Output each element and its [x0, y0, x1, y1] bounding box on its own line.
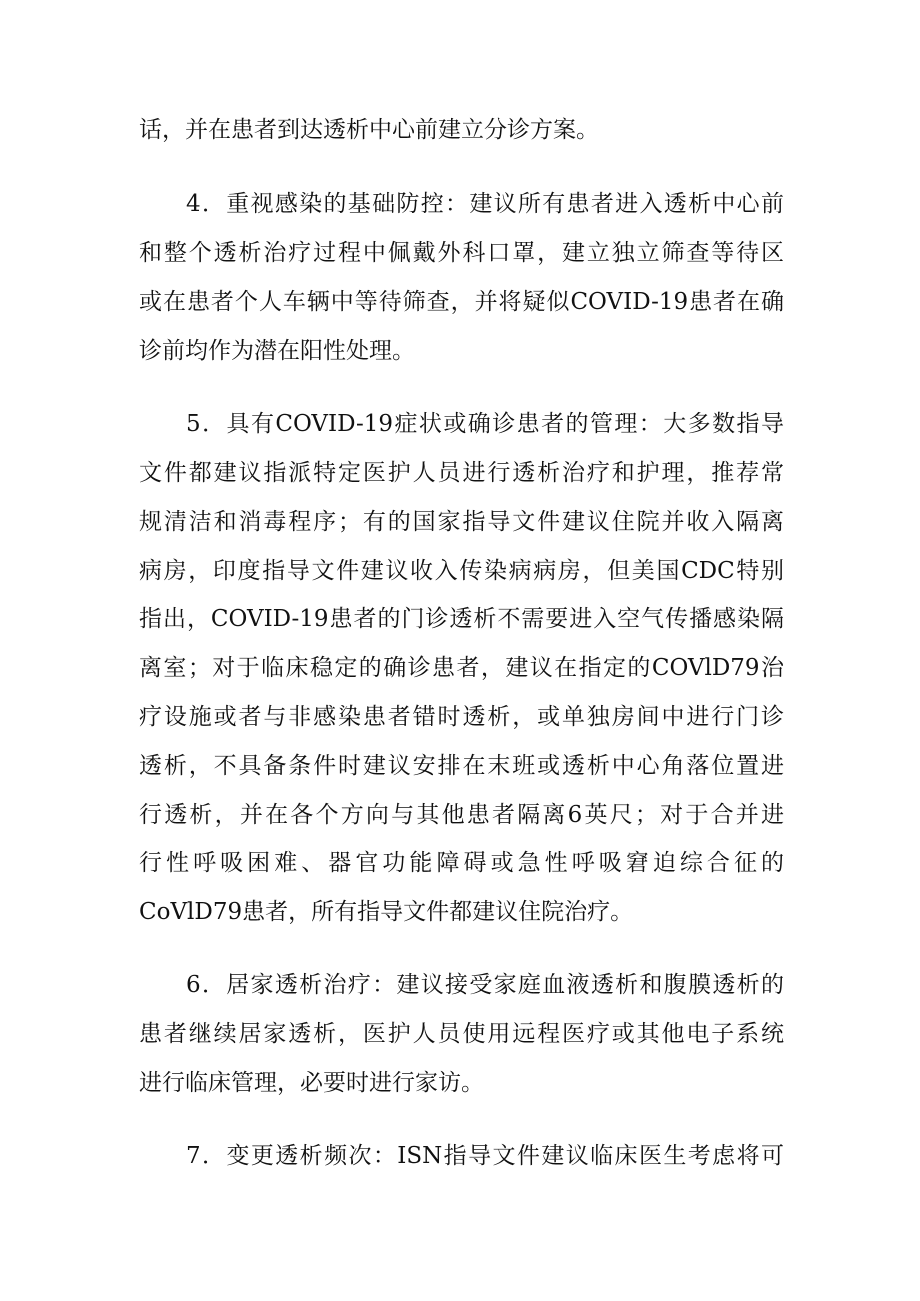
paragraph-5-line-3: 规清洁和消毒程序；有的国家指导文件建议住院并收入隔离 — [139, 509, 784, 535]
paragraph-5-line-4: 病房，印度指导文件建议收入传染病病房，但美国CDC特别 — [139, 558, 784, 584]
paragraph-5-line-1: 5．具有COVID-19症状或确诊患者的管理：大多数指导 — [186, 411, 784, 437]
paragraph-4-line-2: 和整个透析治疗过程中佩戴外科口罩，建立独立筛查等待区 — [139, 240, 784, 266]
paragraph-5-line-5: 指出，COVID-19患者的门诊透析不需要进入空气传播感染隔 — [139, 606, 784, 632]
paragraph-5-line-2: 文件都建议指派特定医护人员进行透析治疗和护理，推荐常 — [139, 460, 784, 486]
paragraph-5-line-11: CoVlD79患者，所有指导文件都建议住院治疗。 — [139, 899, 634, 925]
paragraph-6-line-3: 进行临床管理，必要时进行家访。 — [139, 1070, 484, 1096]
paragraph-5-line-7: 疗设施或者与非感染患者错时透析，或单独房间中进行门诊 — [139, 704, 784, 730]
paragraph-4-line-4: 诊前均作为潜在阳性处理。 — [139, 338, 415, 364]
paragraph-3-line-1: 话，并在患者到达透析中心前建立分诊方案。 — [139, 117, 599, 143]
paragraph-5-line-8: 透析，不具备条件时建议安排在末班或透析中心角落位置进 — [139, 753, 784, 779]
paragraph-5-line-9: 行透析，并在各个方向与其他患者隔离6英尺；对于合并进 — [139, 802, 784, 828]
paragraph-4-line-1: 4．重视感染的基础防控：建议所有患者进入透析中心前 — [186, 191, 784, 217]
paragraph-5-line-10: 行性呼吸困难、器官功能障碍或急性呼吸窘迫综合征的 — [139, 850, 784, 876]
paragraph-6-line-1: 6．居家透析治疗：建议接受家庭血液透析和腹膜透析的 — [186, 972, 784, 998]
paragraph-4-line-3: 或在患者个人车辆中等待筛查，并将疑似COVID-19患者在确 — [139, 289, 784, 315]
paragraph-7-line-1: 7．变更透析频次：ISN指导文件建议临床医生考虑将可 — [186, 1143, 784, 1169]
paragraph-5-line-6: 离室；对于临床稳定的确诊患者，建议在指定的COVlD79治 — [139, 655, 784, 681]
paragraph-6-line-2: 患者继续居家透析，医护人员使用远程医疗或其他电子系统 — [139, 1021, 784, 1047]
